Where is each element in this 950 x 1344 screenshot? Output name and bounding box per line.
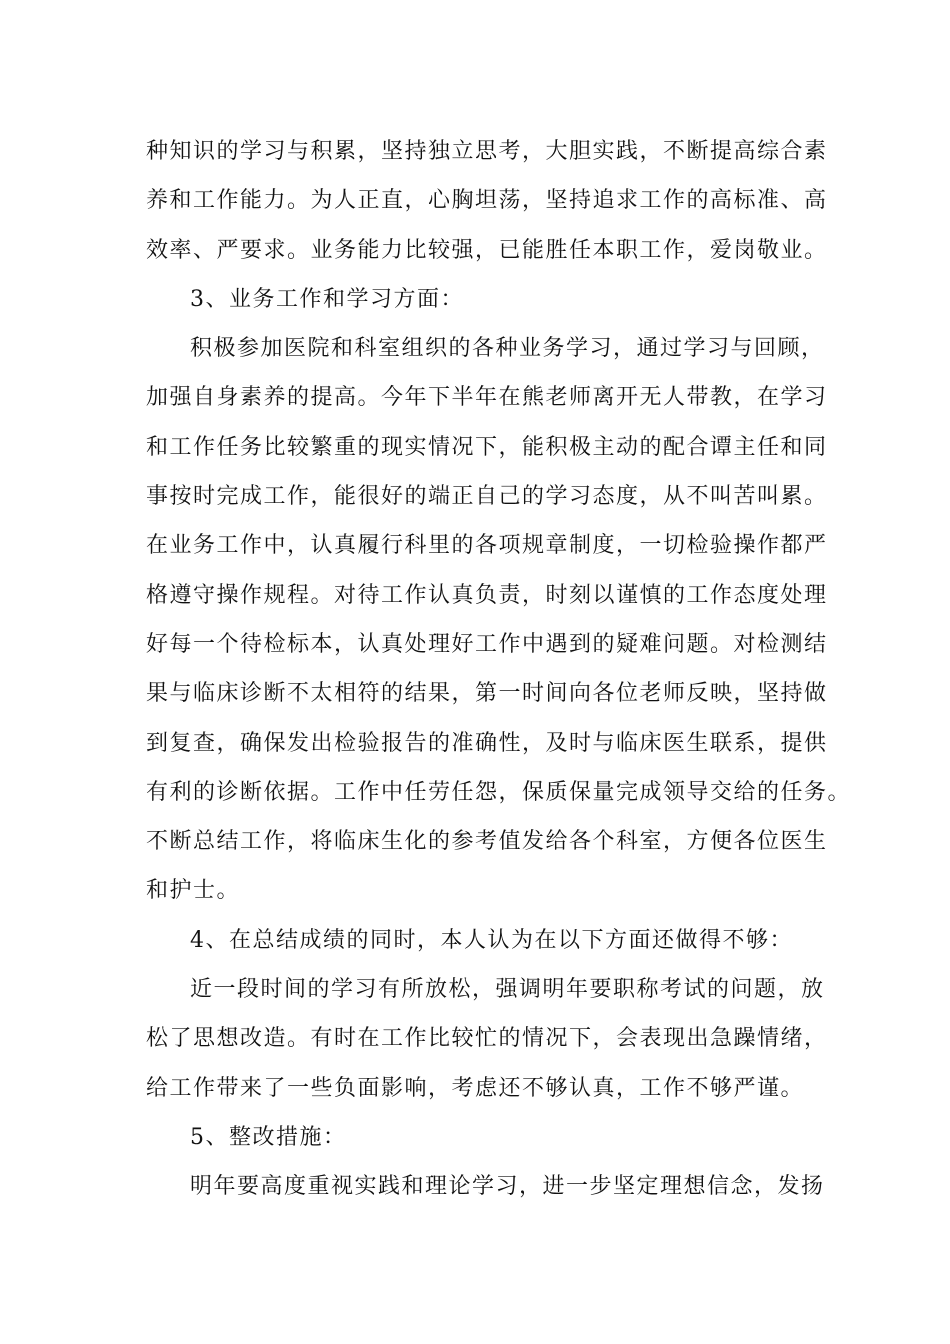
- section-heading-3: 3、业务工作和学习方面：: [190, 286, 464, 312]
- text-line: 明年要高度重视实践和理论学习，进一步坚定理想信念，发扬: [190, 1174, 825, 1200]
- text-line: 果与临床诊断不太相符的结果，第一时间向各位老师反映，坚持做: [146, 681, 828, 707]
- text-line: 和护士。: [146, 878, 241, 904]
- text-line: 在业务工作中，认真履行科里的各项规章制度，一切检验操作都严: [146, 533, 828, 559]
- document-body: [146, 127, 852, 1212]
- text-line: 格遵守操作规程。对待工作认真负责，时刻以谨慎的工作态度处理: [146, 582, 828, 608]
- text-line: 养和工作能力。为人正直，心胸坦荡，坚持追求工作的高标准、高: [146, 188, 828, 214]
- text-line: 效率、严要求。业务能力比较强，已能胜任本职工作，爱岗敬业。: [146, 237, 828, 263]
- text-line: 好每一个待检标本，认真处理好工作中遇到的疑难问题。对检测结: [146, 631, 828, 657]
- text-line: 近一段时间的学习有所放松，强调明年要职称考试的问题，放: [190, 977, 825, 1003]
- text-line: 种知识的学习与积累，坚持独立思考，大胆实践，不断提高综合素: [146, 139, 828, 164]
- section-heading-5: 5、整改措施：: [190, 1124, 347, 1150]
- text-line: 到复查，确保发出检验报告的准确性，及时与临床医生联系，提供: [146, 730, 828, 756]
- text-line: 有利的诊断依据。工作中任劳任怨，保质保量完成领导交给的任务。: [146, 779, 852, 805]
- text-line: 事按时完成工作，能很好的端正自己的学习态度，从不叫苦叫累。: [146, 484, 828, 510]
- text-line: 加强自身素养的提高。今年下半年在熊老师离开无人带教，在学习: [146, 385, 828, 411]
- text-line: 给工作带来了一些负面影响，考虑还不够认真，工作不够严谨。: [146, 1075, 805, 1101]
- text-line: 不断总结工作，将临床生化的参考值发给各个科室，方便各位医生: [146, 829, 828, 855]
- section-heading-4: 4、在总结成绩的同时，本人认为在以下方面还做得不够：: [190, 927, 793, 953]
- text-line: 和工作任务比较繁重的现实情况下，能积极主动的配合谭主任和同: [146, 434, 828, 460]
- text-line: 松了思想改造。有时在工作比较忙的情况下，会表现出急躁情绪，: [146, 1026, 828, 1052]
- text-line: 积极参加医院和科室组织的各种业务学习，通过学习与回顾，: [190, 336, 825, 362]
